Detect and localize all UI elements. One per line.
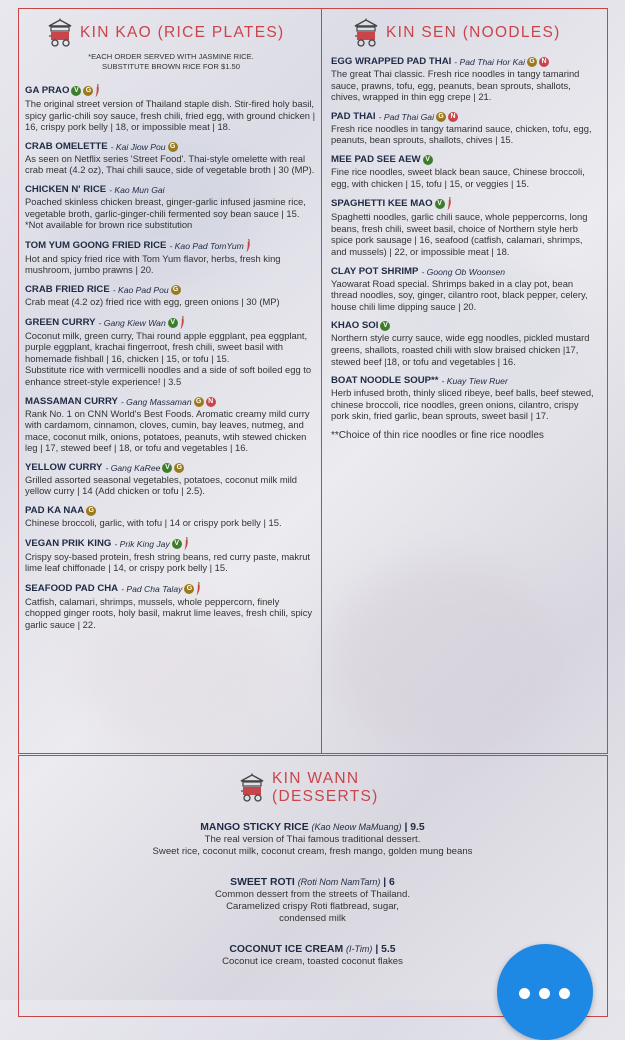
nut-icon: N [206,397,216,407]
chili-pepper-icon [184,537,189,551]
noodles-section-title: KIN SEN (NOODLES) [386,24,561,41]
dessert-description: Caramelized crispy Roti flatbread, sugar, [226,901,399,912]
gluten-free-icon: G [174,463,184,473]
gluten-free-icon: G [168,142,178,152]
menu-item [25,239,317,276]
item-thai-name: - Pad Thai Gai [378,111,434,122]
gluten-free-icon: G [184,584,194,594]
chat-button[interactable] [497,944,593,1040]
rice-menu-list [25,84,317,639]
menu-item-name [25,396,317,408]
item-title: VEGAN PRIK KING [25,537,112,549]
desserts-section-title: KIN WANN (DESSERTS) [272,770,379,805]
chili-pepper-icon [447,197,452,211]
dessert-price: | 9.5 [404,822,425,833]
menu-item-name [25,505,317,517]
item-title: SPAGHETTI KEE MAO [331,198,433,210]
menu-item [331,320,599,367]
menu-item [25,84,317,133]
gluten-free-icon: G [171,285,181,295]
gluten-free-icon: G [436,112,446,122]
vegan-icon: V [380,321,390,331]
item-description: Herb infused broth, thinly sliced ribeye, beef balls, beef stewed, chinese broccoli, rice noodles, green onions, cilantro, crispy pork skin, fried garlic, bean sprouts, sweet basil | 17. [331,387,594,422]
menu-item-name [25,284,317,296]
item-description: Crispy soy-based protein, fresh string beans, red curry paste, makrut lime leaf chiffonade | 14, or crispy pork belly | 15. [25,550,311,574]
noodles-menu-list [331,56,599,441]
item-description: Rank No. 1 on CNN World's Best Foods. Aromatic creamy mild curry with cardamom, cinnamon, cloves, cumin, bay leaves, nutmeg, and mace, coconut milk, onions, potatoes, peanuts, wtih stewed chicken leg | 17, stewed beef | 18, or tofu and vegetables | 16. [25,407,310,454]
gluten-free-icon: G [83,86,93,96]
dessert-thai-name: (Kao Neow MaMuang) [311,822,402,832]
item-thai-name: - Kuay Tiew Ruer [441,376,508,387]
dessert-description: The real version of Thai famous traditional dessert. [204,834,421,845]
dot-icon [559,988,570,999]
item-thai-name: - Pad Thai Hor Kai [454,57,525,67]
chili-pepper-icon [95,84,100,98]
menu-item-name [25,462,317,474]
dessert-description: Common dessert from the streets of Thailand. [215,889,410,900]
item-thai-name: - Kao Pad TomYum [169,240,244,251]
dessert-thai-name: (I-Tim) [346,944,373,954]
menu-item [331,375,599,422]
dessert-title: MANGO STICKY RICE [200,822,309,833]
food-cart-icon [352,18,380,48]
chili-pepper-icon [246,239,251,253]
item-description: Crab meat (4.2 oz) fried rice with egg, green onions | 30 (MP) [25,295,280,307]
menu-item [331,266,599,313]
menu-item [25,462,317,497]
item-description: Grilled assorted seasonal vegetables, potatoes, coconut milk mild yellow curry | 14 (Add chicken or tofu | 2.5). [25,473,298,497]
menu-item-name [331,154,599,166]
item-thai-name: - Kao Pad Pou [112,284,169,295]
dessert-name [0,876,625,889]
noodles-section-header [352,18,561,48]
item-description: The original street version of Thailand staple dish. Stir-fired holy basil, spicy garlic-chili soy sauce, fresh chili, fried egg, with ground chicken | 16, crispy pork belly | 18, or impossible meat | 18. [25,98,316,133]
menu-item [25,284,317,308]
menu-item-name [331,320,599,332]
dessert-description: Sweet rice, coconut milk, coconut cream, fresh mango, golden mung beans [152,846,473,857]
item-description: Spaghetti noodles, garlic chili sauce, whole peppercorns, long beans, fresh chili, sweet basil, choice of Northern style herb spice pork sausage | 16, seafood (catfish, calamari, shrimps, and mussels) | 22, or impossible meat | 18. [331,211,588,257]
menu-item-name [25,84,317,98]
rice-note: *EACH ORDER SERVED WITH JASMINE RICE. SUBSTITUTE BROWN RICE FOR $1.50 [88,52,254,71]
food-cart-icon [46,18,74,48]
item-description: Fresh rice noodles in tangy tamarind sauce, chicken, tofu, egg, peanuts, bean sprouts, shallots, chives | 15. [331,122,592,146]
dot-icon [519,988,530,999]
menu-item-name [25,239,317,253]
menu-item-name [25,537,317,551]
item-title: YELLOW CURRY [25,461,103,473]
menu-item-name [331,266,599,278]
gluten-free-icon: G [86,506,96,516]
item-description: Northern style curry sauce, wide egg noodles, pickled mustard greens, shallots, roasted chili with slow braised chicken |17, stewed beef |18, or tofu and vegetables | 16. [331,332,590,367]
vegan-icon: V [71,86,81,96]
item-description: Fine rice noodles, sweet black bean sauce, Chinese broccoli, egg, with chicken | 15, tofu | 15, or veggies | 15. [331,165,585,189]
vegan-icon: V [435,199,445,209]
item-title: EGG WRAPPED PAD THAI [331,56,452,67]
dessert-item [0,876,625,925]
dessert-item [0,821,625,858]
chili-pepper-icon [196,582,201,596]
item-title: PAD THAI [331,110,376,122]
item-description: Coconut milk, green curry, Thai round apple eggplant, pea eggplant, purple eggplant, krachai fingerroot, fresh chili, sweet basil with homemade fishball | 16, chicken | 15, or tofu | 15. Substitute rice with vermicelli noodles and a side of soft boiled egg to enhance street-style experience! | 3.5 [25,329,312,387]
menu-item [25,141,317,176]
menu-item [331,154,599,189]
item-thai-name: - Goong Ob Woonsen [421,266,506,277]
rice-section-header [46,18,284,48]
item-description: Catfish, calamari, shrimps, mussels, whole peppercorn, finely chopped ginger roots, holy basil, makrut lime leaves, fresh chili, spicy garlic sauce | 22. [25,595,313,631]
chili-pepper-icon [180,316,185,330]
menu-item-name [25,316,317,330]
menu-item-name [331,375,599,387]
gluten-free-icon: G [194,397,204,407]
item-description: Yaowarat Road special. Shrimps baked in a clay pot, bean thread noodles, soy, ginger, cilantro root, black pepper, celery, house chili lime dipping sauce | 20. [331,277,588,312]
menu-item-name [331,111,599,123]
menu-item [25,396,317,454]
item-thai-name: - Gang Massaman [120,396,192,407]
menu-item [25,537,317,574]
dessert-price: | 5.5 [375,944,396,955]
dessert-thai-name: (Roti Nom NamTarn) [297,877,381,887]
item-title: GA PRAO [25,85,70,96]
rice-section-title: KIN KAO (RICE PLATES) [80,24,285,41]
menu-item-name [25,184,317,196]
dessert-title: COCONUT ICE CREAM [229,944,344,955]
vegan-icon: V [423,155,433,165]
menu-item [25,582,317,631]
dessert-price: | 6 [383,877,395,888]
item-title: TOM YUM GOONG FRIED RICE [25,239,167,251]
item-thai-name: - Kao Mun Gai [109,184,165,195]
vegan-icon: V [172,539,182,549]
item-description: As seen on Netflix series 'Street Food'. Thai-style omelette with real crab meat (4.2 oz), Thai chili sauce, side of vegetable broth | 30 (MP). [25,152,315,176]
item-title: MEE PAD SEE AEW [331,153,421,165]
noodle-footnote: **Choice of thin rice noodles or fine rice noodles [331,429,544,441]
menu-item [331,197,599,257]
vegan-icon: V [162,463,172,473]
vegan-icon: V [168,318,178,328]
dessert-name [0,821,625,834]
food-cart-icon [238,773,266,803]
item-thai-name: - Gang KaRee [105,462,161,473]
item-description: Poached skinless chicken breast, ginger-garlic infused jasmine rice, vegetable broth, garlic-ginger-chili fermented soy bean sauce | 15. *Not available for brown rice substitution [25,195,306,231]
item-thai-name: - Kai Jiow Pou [110,141,166,152]
item-title: CHICKEN N' RICE [25,183,107,195]
dot-icon [539,988,550,999]
menu-item [331,111,599,146]
menu-item-name [25,582,317,596]
menu-item [25,184,317,231]
menu-item-name [331,56,599,68]
item-description: Chinese broccoli, garlic, with tofu | 14 or crispy pork belly | 15. [25,517,282,529]
nut-icon: N [539,57,549,67]
item-title: GREEN CURRY [25,316,96,328]
nut-icon: N [448,112,458,122]
dessert-title: SWEET ROTI [230,877,295,888]
item-thai-name: - Prik King Jay [114,538,170,549]
item-description: The great Thai classic. Fresh rice noodles in tangy tamarind sauce, prawns, tofu, egg, peanuts, bean sprouts, shallots, chives, wrapped in thin egg crepe | 21. [331,68,580,103]
item-thai-name: - Gang Kiew Wan [98,317,166,328]
item-title: MASSAMAN CURRY [25,395,118,407]
desserts-section-header [238,770,379,806]
item-title: CRAB FRIED RICE [25,283,110,295]
item-title: BOAT NOODLE SOUP** [331,375,439,387]
item-title: SEAFOOD PAD CHA [25,582,119,594]
menu-item-name [331,197,599,211]
menu-item-name [25,141,317,153]
item-title: PAD KA NAA [25,505,85,517]
item-thai-name: - Pad Cha Talay [121,583,183,594]
dessert-description: Coconut ice cream, toasted coconut flakes [222,956,403,967]
gluten-free-icon: G [527,57,537,67]
item-title: KHAO SOI [331,320,379,332]
item-title: CRAB OMELETTE [25,140,108,152]
menu-item [331,56,599,103]
menu-item [25,316,317,388]
item-title: CLAY POT SHRIMP [331,265,419,277]
item-description: Hot and spicy fried rice with Tom Yum flavor, herbs, fresh king mushroom, jumbo prawns | 20. [25,252,281,276]
menu-item [25,505,317,529]
dessert-description: condensed milk [279,913,346,924]
